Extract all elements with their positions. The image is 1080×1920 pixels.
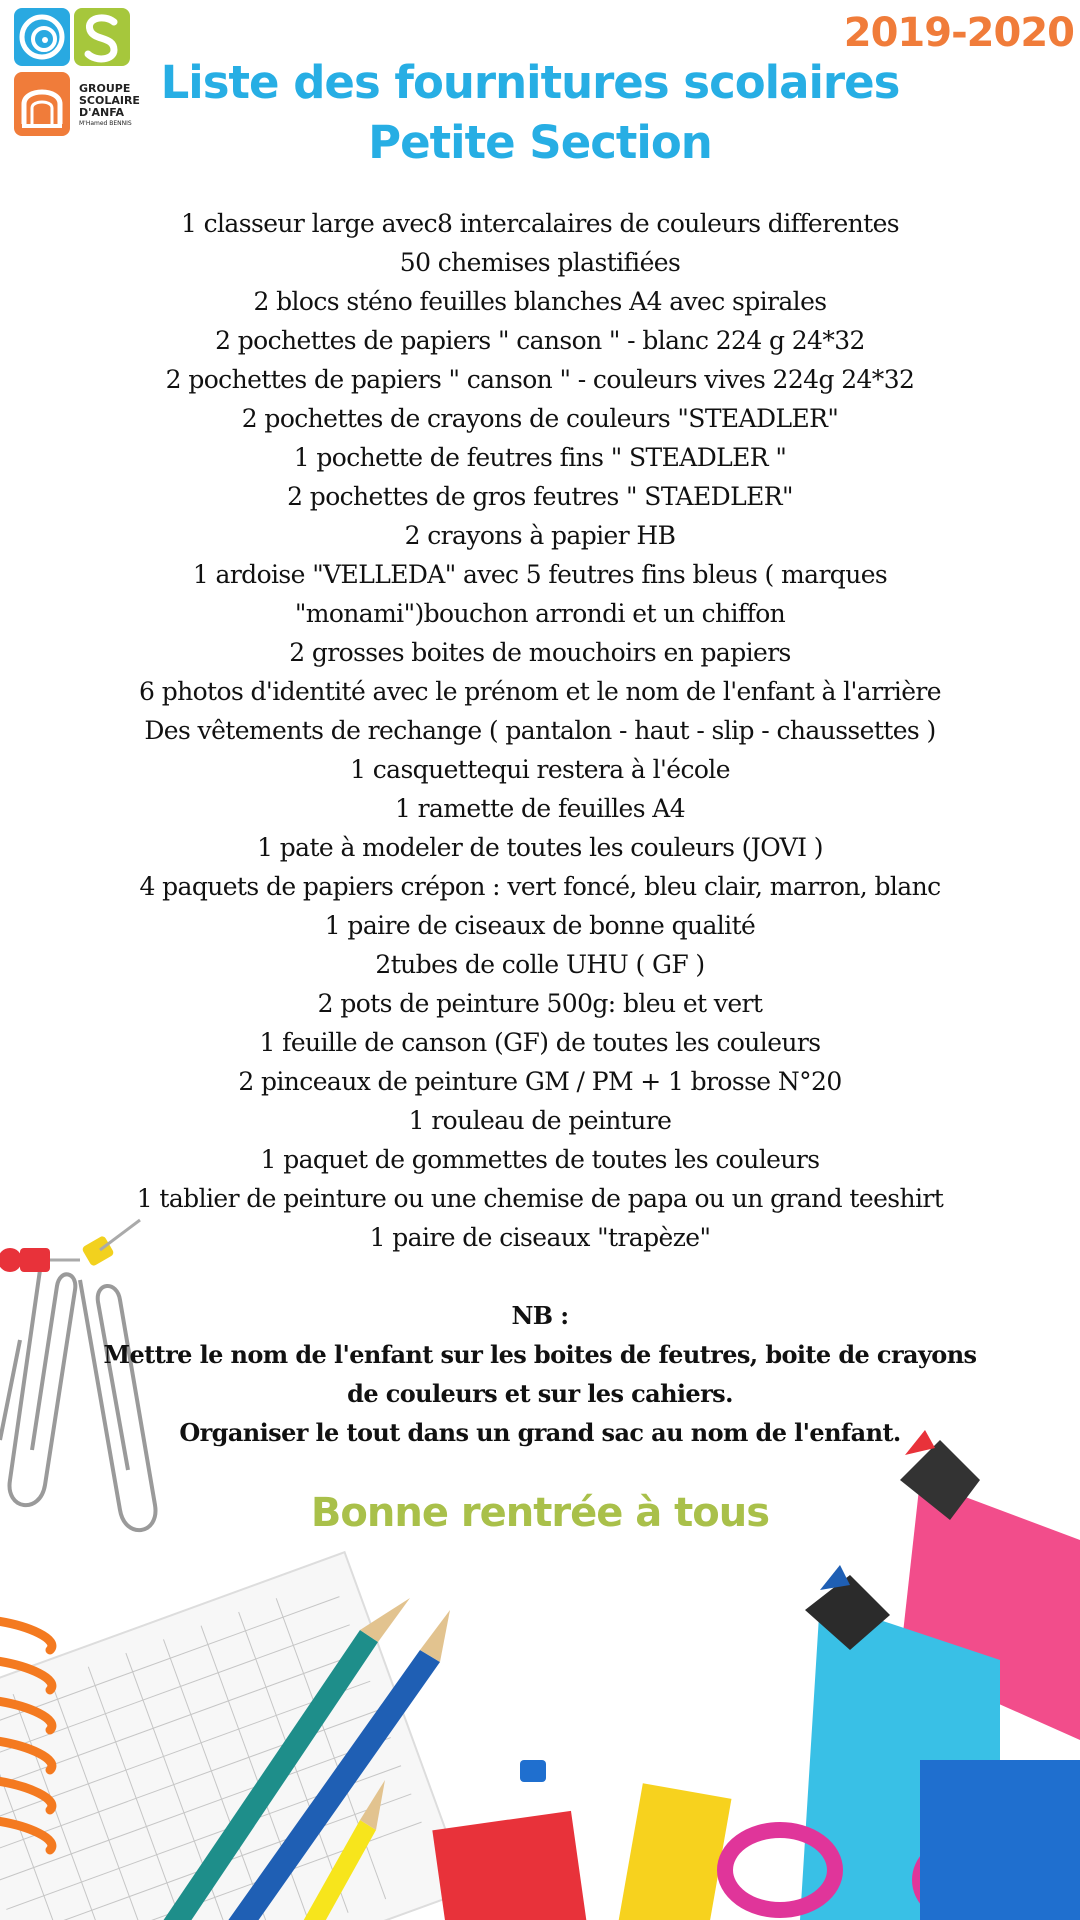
supply-item: 6 photos d'identité avec le prénom et le nom de l'enfant à l'arrière: [139, 677, 941, 706]
nb-note: [0, 1296, 1080, 1452]
supply-item: 1 classeur large avec8 intercalaires de couleurs differentes: [180, 209, 900, 238]
supply-item: Des vêtements de rechange ( pantalon - haut - slip - chaussettes ): [144, 716, 936, 745]
supply-item: 1 pochette de feutres fins " STEADLER ": [293, 443, 787, 472]
supply-item: 1 paire de ciseaux "trapèze": [369, 1223, 711, 1252]
page-subtitle: Petite Section: [368, 116, 712, 169]
supply-item: 2 pochettes de gros feutres " STAEDLER": [287, 482, 793, 511]
supply-item: 2 pochettes de crayons de couleurs "STEADLER": [241, 404, 839, 433]
supply-item: 1 ramette de feuilles A4: [394, 794, 686, 823]
supply-item: 50 chemises plastifiées: [399, 248, 681, 277]
supply-item: 2 pinceaux de peinture GM / PM + 1 brosse N°20: [238, 1067, 842, 1096]
nb-line-3: Organiser le tout dans un grand sac au nom de l'enfant.: [179, 1418, 901, 1447]
supply-list: [0, 204, 1080, 1257]
supply-item: "monami")bouchon arrondi et un chiffon: [294, 599, 786, 628]
logo-line-1: GROUPE: [79, 82, 131, 95]
eraser-icon: [619, 1783, 732, 1920]
supply-item: 1 tablier de peinture ou une chemise de papa ou un grand teeshirt: [136, 1184, 944, 1213]
school-supplies-illustration: [0, 1180, 1080, 1920]
supply-item: 2 crayons à papier HB: [404, 521, 676, 550]
supply-item: 4 paquets de papiers crépon : vert foncé, bleu clair, marron, blanc: [139, 872, 941, 901]
folder-icon: [920, 1760, 1080, 1920]
supply-item: 1 paire de ciseaux de bonne qualité: [324, 911, 756, 940]
supply-item: 2 blocs sténo feuilles blanches A4 avec spirales: [253, 287, 827, 316]
supply-item: 2 pochettes de papiers " canson " - blanc 224 g 24*32: [215, 326, 865, 355]
logo-line-4: M'Hamed BENNIS: [79, 120, 132, 127]
box-icon: [432, 1811, 587, 1920]
supply-item: 2 pochettes de papiers " canson " - couleurs vives 224g 24*32: [165, 365, 915, 394]
nb-line-1: Mettre le nom de l'enfant sur les boites de feutres, boite de crayons: [103, 1340, 977, 1369]
supply-item: 1 rouleau de peinture: [408, 1106, 672, 1135]
nb-line-2: de couleurs et sur les cahiers.: [347, 1379, 733, 1408]
school-year: 2019-2020: [843, 10, 1074, 56]
supply-item: 2tubes de colle UHU ( GF ): [375, 950, 705, 979]
logo-line-3: D'ANFA: [79, 106, 124, 119]
supply-item: 1 ardoise "VELLEDA" avec 5 feutres fins bleus ( marques: [192, 560, 888, 589]
supply-item: 2 grosses boites de mouchoirs en papiers: [289, 638, 791, 667]
supply-item: 1 paquet de gommettes de toutes les couleurs: [260, 1145, 820, 1174]
supply-item: 1 casquettequi restera à l'école: [350, 755, 730, 784]
page-title: Liste des fournitures scolaires: [160, 56, 900, 109]
nb-heading: NB :: [511, 1301, 569, 1330]
logo-line-2: SCOLAIRE: [79, 94, 140, 107]
closing-message: Bonne rentrée à tous: [310, 1490, 770, 1536]
supply-item: 1 feuille de canson (GF) de toutes les couleurs: [259, 1028, 821, 1057]
supply-item: 2 pots de peinture 500g: bleu et vert: [317, 989, 763, 1018]
supply-item: 1 pate à modeler de toutes les couleurs (JOVI ): [257, 833, 823, 862]
